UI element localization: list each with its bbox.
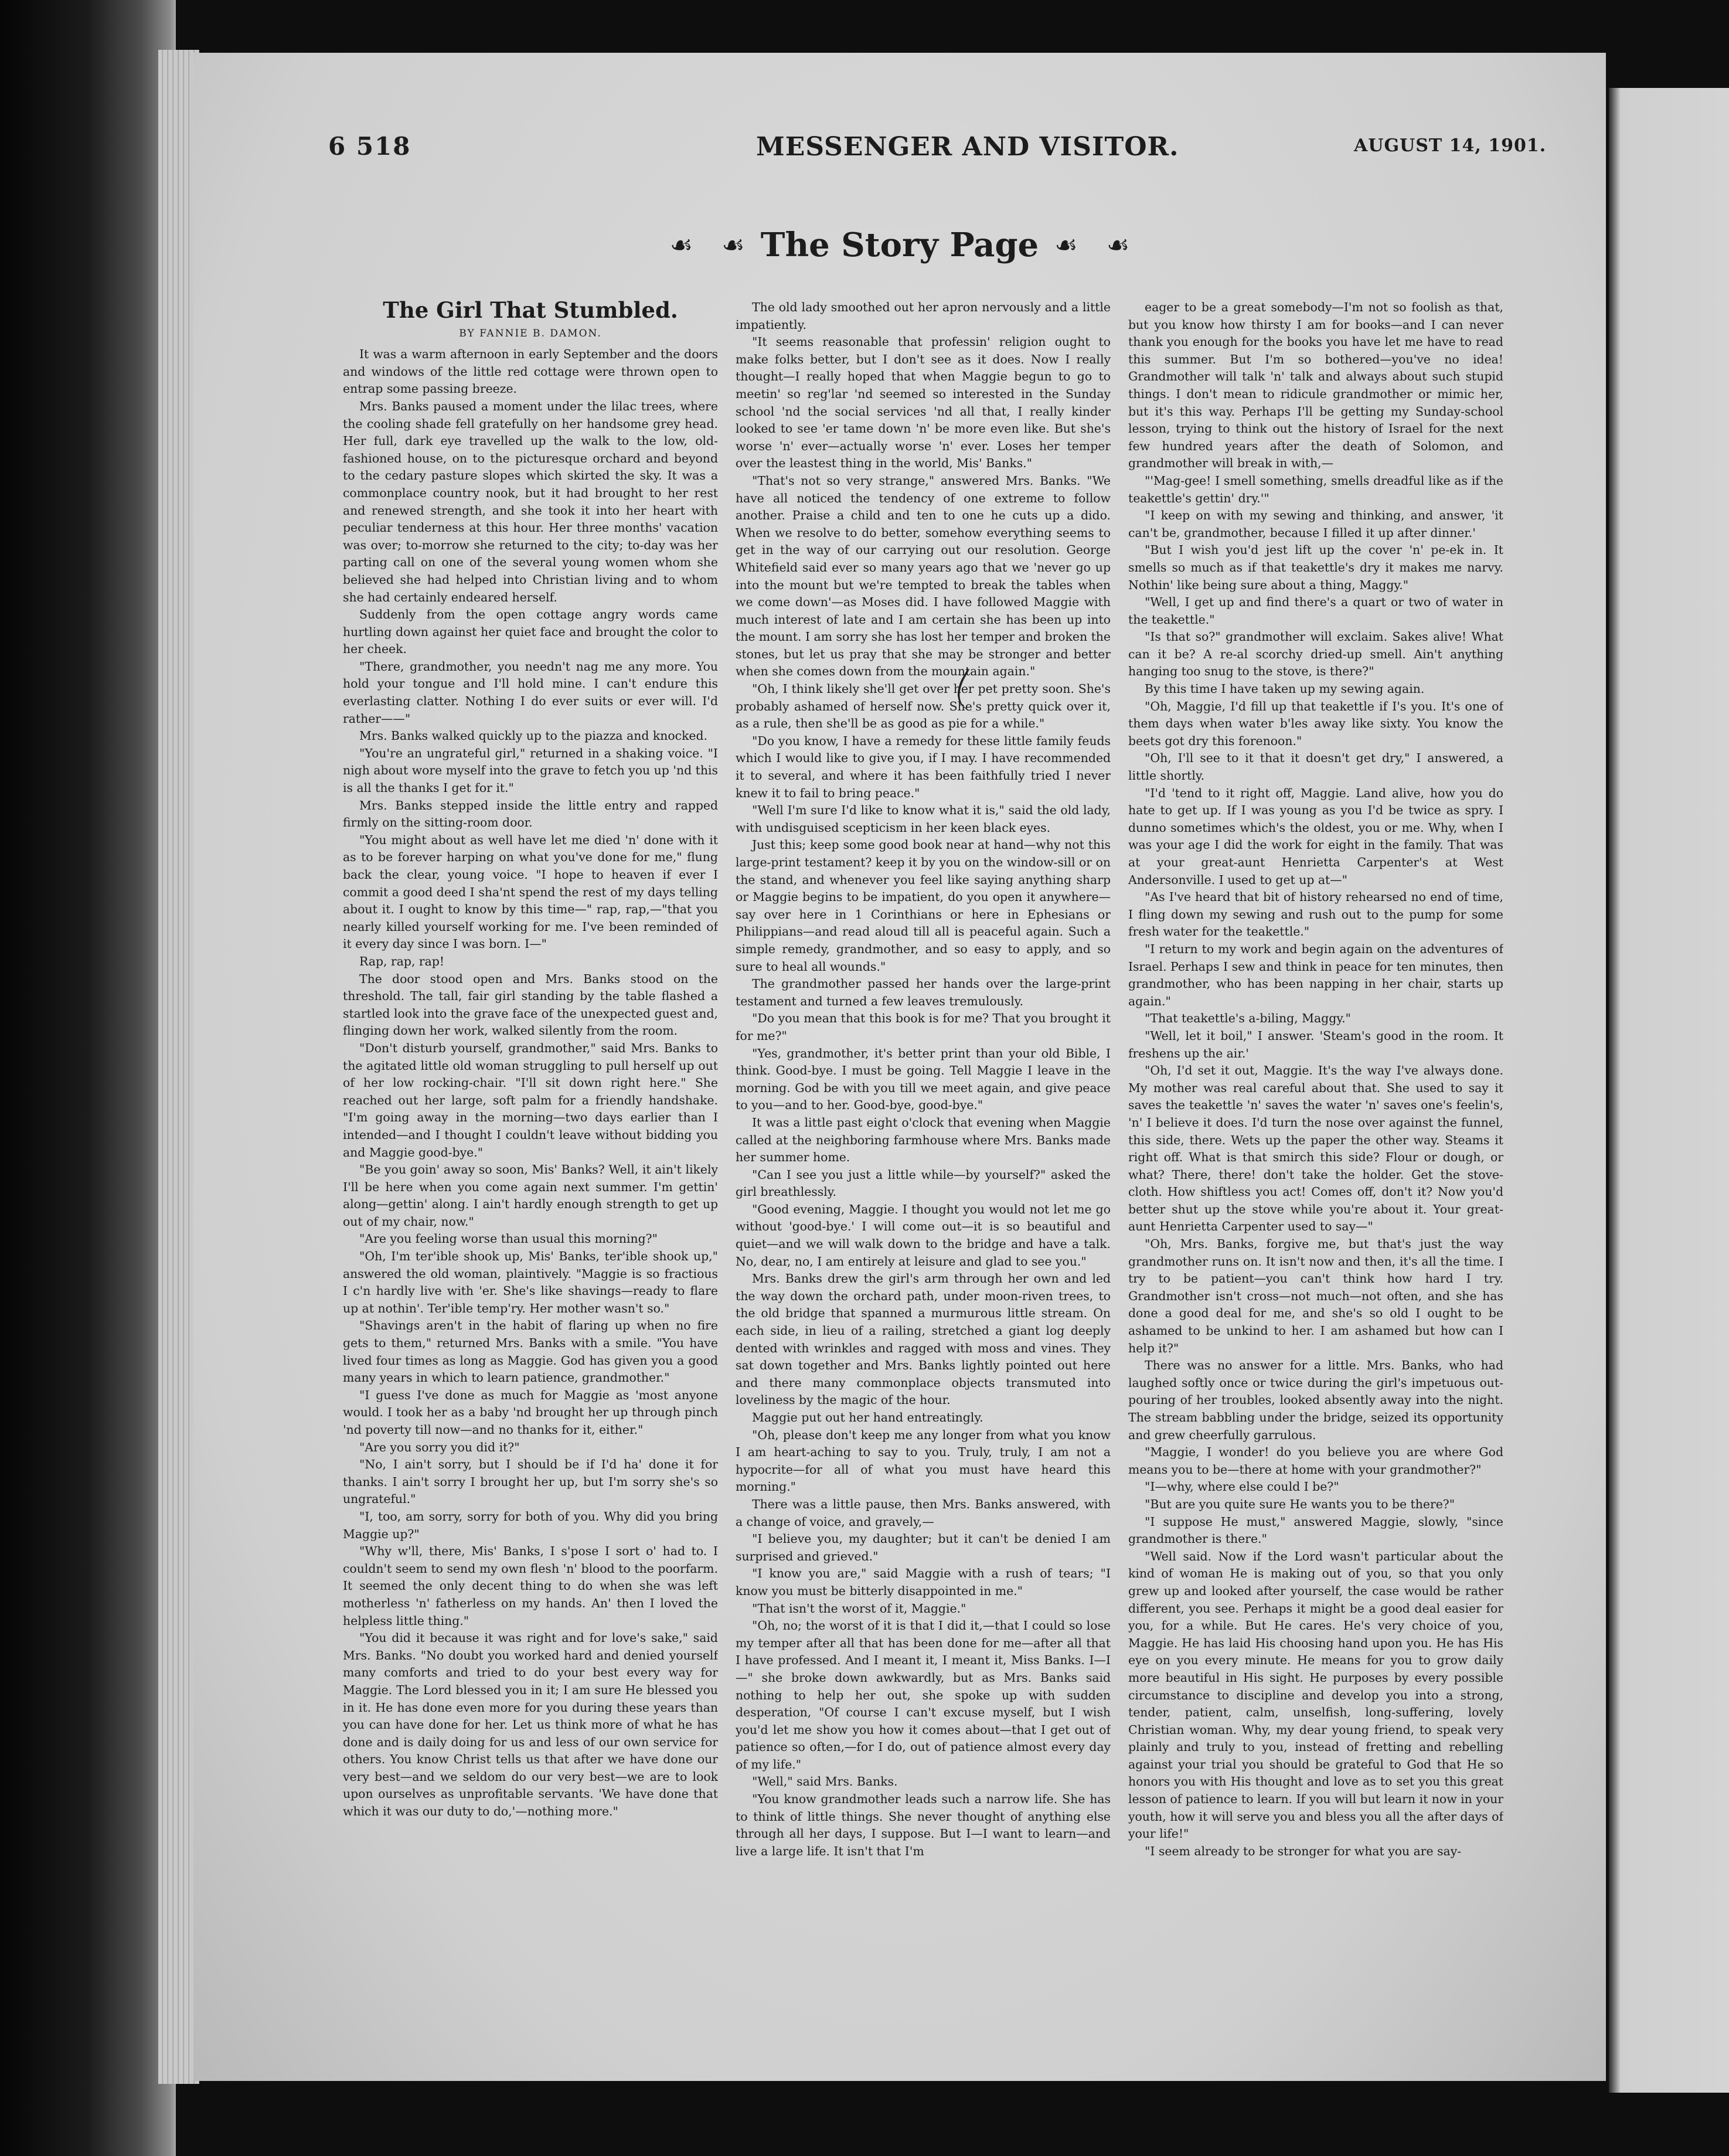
paragraph: "Well I'm sure I'd like to know what it is," said the old lady, with undisguised scepticism in her keen black eyes.: [736, 803, 1111, 835]
paragraph: "It seems reasonable that professin' religion ought to make folks better, but I don't see as it does. Now I really thought—I really hoped that when Maggie begun to go to meetin' so reg'lar 'nd seemed so interested in the Sunday school 'nd the social services 'nd all that, I really kinder looked to see 'er tame down 'n' be more even like. But she's worse 'n' ever—actually worse 'n' ever. Loses her temper over the leastest thing in the world, Mis' Banks.": [736, 335, 1111, 471]
paragraph: "Do you know, I have a remedy for these little family feuds which I would like to give you, if I may. I have recommended it to several, and where it has been faithfully tried I never knew it to fail to bring peace.": [736, 733, 1111, 800]
issue-date: AUGUST 14, 1901.: [1354, 135, 1547, 156]
paragraph: "No, I ain't sorry, but I should be if I'd ha' done it for thanks. I ain't sorry I brought her up, but I'm sorry she's so ungrateful.": [343, 1457, 718, 1507]
paragraph: "Why w'll, there, Mis' Banks, I s'pose I sort o' had to. I couldn't seem to send my own flesh 'n' blood to the poorfarm. It seemed the only decent thing to do when she was left motherless 'n' fatherless on my hands. An' then I loved the helpless little thing.": [343, 1544, 718, 1628]
paragraph: Mrs. Banks drew the girl's arm through her own and led the way down the orchard path, under moon-riven trees, to the old bridge that spanned a murmurous little stream. On each side, in lieu of a railing, stretched a giant log deeply dented with wrinkles and ragged with moss and vines. They sat down together and Mrs. Banks lightly pointed out here and there many commonplace objects transmuted into loveliness by the magic of the hour.: [736, 1271, 1111, 1407]
paragraph: Maggie put out her hand entreatingly.: [752, 1410, 983, 1424]
paragraph: eager to be a great somebody—I'm not so foolish as that, but you know how thirsty I am for books—and I can never thank you enough for the books you have let me have to read this summer. But I'm so bothered—you've no idea! Grandmother will talk 'n' talk and always about such stupid things. I don't mean to ridicule grandmother or mimic her, but it's this way. Perhaps I'll be getting my Sunday-school lesson, trying to think out the history of Israel for the next few hundred years after the death of Solomon, and grandmother will break in with,—: [1128, 300, 1503, 471]
paragraph: "You know grandmother leads such a narrow life. She has to think of little things. She never thought of anything else through all her days, I suppose. But I—I want to learn—and live a large life. It isn't that I'm: [736, 1792, 1111, 1858]
paragraph: "Are you feeling worse than usual this morning?": [359, 1232, 658, 1246]
story-title: The Girl That Stumbled.: [383, 299, 678, 323]
paper-name: MESSENGER AND VISITOR.: [756, 132, 1179, 162]
paragraph: Suddenly from the open cottage angry words came hurtling down against her quiet face and brought the color to her cheek.: [343, 607, 718, 657]
paragraph: Mrs. Banks paused a moment under the lilac trees, where the cooling shade fell gratefully on her handsome grey head. Her full, dark eye travelled up the walk to the low, old-fashioned house, on to the picturesque orchard and beyond to the cedary pasture slopes which skirted the sky. It was a commonplace country nook, but it had brought to her rest and renewed strength, and she took it into her heart with peculiar tenderness at this hour. Her three months' vacation was over; to-morrow she returned to the city; to-day was her parting call on one of the several young women whom she believed she had helped into Christian living and to whom she had certainly endeared herself.: [343, 399, 718, 604]
paragraph: "I believe you, my daughter; but it can't be denied I am surprised and grieved.": [736, 1532, 1111, 1563]
paragraph: It was a little past eight o'clock that evening when Maggie called at the neighboring farmhouse where Mrs. Banks made her summer home.: [736, 1115, 1111, 1165]
paragraph: "That isn't the worst of it, Maggie.": [752, 1601, 966, 1616]
paragraph: "That's not so very strange," answered Mrs. Banks. "We have all noticed the tendency of one extreme to follow another. Praise a child and ten to one he cuts up a dido. When we resolve to do better, somehow everything seems to get in the way of our carrying out our resolution. George Whitefield said ever so many years ago that we 'never go up into the mount but we're tempted to break the tables when we come down'—as Moses did. I have followed Maggie with much interest of late and I am certain she has been up into the mount. I am sorry she has lost her temper and broken the stones, but let us pray that she may be stronger and better when she comes down from the mountain again.": [736, 473, 1111, 679]
paragraph: "Do you mean that this book is for me? That you brought it for me?": [736, 1011, 1111, 1043]
paragraph: "I suppose He must," answered Maggie, slowly, "since grandmother is there.": [1128, 1514, 1503, 1546]
paragraph: "Well said. Now if the Lord wasn't particular about the kind of woman He is making out of you, so that you only grew up and looked after yourself, the case would be rather different, you see. Perhaps it might be a good deal easier for you, for a while. But He cares. He's very choice of you, Maggie. He has laid His choosing hand upon you. He has His eye on you every minute. He means for you to grow daily more beautiful in His sight. He purposes by every possible circumstance to discipline and develop you into a strong, tender, patient, calm, unselfish, long-suffering, lovely Christian woman. Why, my dear young friend, to speak very plainly and truly to you, instead of fretting and rebelling against your trial you should be grateful to God that He so honors you with His thought and love as to set you this great lesson of patience to learn. If you will but learn it now in your youth, how it will serve you and bless you all the after days of your life!": [1128, 1549, 1503, 1841]
column-1-body: [343, 346, 718, 1820]
paragraph: "Well, I get up and find there's a quart or two of water in the teakettle.": [1128, 595, 1503, 627]
column-2: [736, 299, 1111, 2034]
binding-shadow: [0, 0, 176, 2156]
paragraph: "Don't disturb yourself, grandmother," said Mrs. Banks to the agitated little old woman struggling to pull herself up out of her low rocking-chair. "I'll sit down right here." She reached out her large, soft palm for a friendly handshake. "I'm going away in the morning—two days earlier than I intended—and I thought I couldn't leave without bidding you and Maggie good-bye.": [343, 1040, 718, 1159]
column-1: [343, 299, 718, 2034]
paragraph: "But I wish you'd jest lift up the cover 'n' pe-ek in. It smells so much as if that teakettle's dry it makes me narvy. Nothin' like being sure about a thing, Maggy.": [1128, 543, 1503, 592]
left-leaf-ornament-icon-2: ☙: [721, 230, 745, 260]
page-header: [193, 132, 1606, 167]
story-byline: BY FANNIE B. DAMON.: [459, 327, 602, 339]
paragraph: "I return to my work and begin again on the adventures of Israel. Perhaps I sew and think in peace for ten minutes, then grandmother, who has been napping in her chair, starts up again.": [1128, 941, 1503, 1008]
paragraph: "I seem already to be stronger for what you are say-: [1145, 1844, 1462, 1858]
paragraph: "As I've heard that bit of history rehearsed no end of time, I fling down my sewing and rush out to the pump for some fresh water for the teakettle.": [1128, 890, 1503, 939]
paragraph: "I—why, where else could I be?": [1145, 1480, 1339, 1494]
paragraph: "Well," said Mrs. Banks.: [752, 1774, 898, 1789]
paragraph: Rap, rap, rap!: [359, 954, 445, 968]
paragraph: The door stood open and Mrs. Banks stood on the threshold. The tall, fair girl standing by the table flashed a startled look into the grave face of the unexpected guest and, flinging down her work, walked silently from the room.: [343, 971, 718, 1038]
paragraph: "Oh, I'd set it out, Maggie. It's the way I've always done. My mother was real careful about that. She used to say it saves the teakettle 'n' saves the water 'n' saves one's feelin's, 'n' I believe it does. I'd turn the nose over against the funnel, this side, there. Wets up the paper the other way. Steams it right off. What is that smirch this side? Flour or dough, or what? There, there! don't take the holder. Get the stove-cloth. How shiftless you act! Comes off, don't it? Now you'd better shut up the stove while you're about it. Your great-aunt Henrietta Carpenter used to say—": [1128, 1063, 1503, 1234]
paragraph: There was a little pause, then Mrs. Banks answered, with a change of voice, and gravely,—: [736, 1497, 1111, 1529]
paragraph: "'Mag-gee! I smell something, smells dreadful like as if the teakettle's gettin' dry.'": [1128, 473, 1503, 505]
left-leaf-ornament-icon: ☙: [669, 230, 693, 260]
paragraph: "Well, let it boil," I answer. 'Steam's good in the room. It freshens up the air.': [1128, 1028, 1503, 1060]
paragraph: "Be you goin' away so soon, Mis' Banks? Well, it ain't likely I'll be here when you come again next summer. I'm gettin' along—gettin' along. I ain't hardly enough strength to get up out of my chair, now.": [343, 1162, 718, 1229]
adjacent-page-strip: [1609, 88, 1729, 2093]
paragraph: "Oh, I think likely she'll get over her pet pretty soon. She's probably ashamed of herself now. She's pretty quick over it, as a rule, then she'll be as good as pie for a while.": [736, 682, 1111, 731]
paragraph: By this time I have taken up my sewing again.: [1145, 682, 1425, 696]
newspaper-page: [193, 53, 1606, 2081]
paragraph: The grandmother passed her hands over the large-print testament and turned a few leaves tremulously.: [736, 977, 1111, 1008]
paragraph: "You did it because it was right and for love's sake," said Mrs. Banks. "No doubt you worked hard and denied yourself many comforts and tried to do your best every way for Maggie. The Lord blessed you in it; I am sure He blessed you in it. He has done even more for you during these years than you can have done for her. Let us think more of what he has done and is daily doing for us and less of our own service for others. You know Christ tells us that after we have done our very best—and we seldom do our very best—we are to look upon ourselves as unprofitable servants. 'We have done that which it was our duty to do,'—nothing more.": [343, 1631, 718, 1819]
paragraph: "Is that so?" grandmother will exclaim. Sakes alive! What can it be? A re-al scorchy dried-up smell. Ain't anything hanging too snug to the stove, is there?": [1128, 630, 1503, 679]
paragraph: "I keep on with my sewing and thinking, and answer, 'it can't be, grandmother, because I filled it up after dinner.': [1128, 508, 1503, 540]
section-heading: [193, 226, 1606, 264]
paragraph: "Yes, grandmother, it's better print than your old Bible, I think. Good-bye. I must be going. Tell Maggie I leave in the morning. God be with you till we meet again, and give peace to you—and to her. Good-bye, good-bye.": [736, 1046, 1111, 1113]
right-leaf-ornament-icon-2: ☙: [1106, 230, 1130, 260]
paragraph: "I guess I've done as much for Maggie as 'most anyone would. I took her as a baby 'nd brought her up through pinch 'nd poverty till now—and no thanks for it, either.": [343, 1388, 718, 1437]
paragraph: "Are you sorry you did it?": [359, 1440, 520, 1454]
paragraph: "That teakettle's a-biling, Maggy.": [1145, 1011, 1351, 1026]
paragraph: "Oh, Mrs. Banks, forgive me, but that's just the way grandmother runs on. It isn't now and then, it's all the time. I try to be patient—you can't think how hard I try. Grandmother isn't cross—not much—not often, and she has done a good deal for me, and she's so old I ought to be ashamed to be unkind to her. I am ashamed but how can I help it?": [1128, 1237, 1503, 1355]
section-title: The Story Page: [760, 226, 1039, 264]
paragraph: "I know you are," said Maggie with a rush of tears; "I know you must be bitterly disappointed in me.": [736, 1566, 1111, 1598]
column-2-body: [736, 299, 1111, 1860]
paragraph: "But are you quite sure He wants you to be there?": [1145, 1497, 1455, 1511]
paragraph: "Good evening, Maggie. I thought you would not let me go without 'good-bye.' I will come out—it is so beautiful and quiet—and we will walk down to the bridge and have a talk. No, dear, no, I am entirely at leisure and glad to see you.": [736, 1202, 1111, 1269]
paragraph: "Oh, I'm ter'ible shook up, Mis' Banks, ter'ible shook up," answered the old woman, plaintively. "Maggie is so fractious I c'n hardly live with 'er. She's like shavings—ready to flare up at nothin'. Ter'ible temp'ry. Her mother wasn't so.": [343, 1249, 718, 1315]
paragraph: The old lady smoothed out her apron nervously and a little impatiently.: [736, 300, 1111, 332]
paragraph: "I, too, am sorry, sorry for both of you. Why did you bring Maggie up?": [343, 1509, 718, 1541]
paragraph: Mrs. Banks walked quickly up to the piazza and knocked.: [359, 729, 708, 743]
paragraph: Just this; keep some good book near at hand—why not this large-print testament? keep it by you on the window-sill or on the stand, and whenever you feel like saying anything sharp or Maggie begins to be impatient, do you open it anywhere—say over here in 1 Corinthians or here in Ephesians or Philippians—and read aloud till all is peaceful again. Such a simple remedy, grandmother, and so easy to apply, and so sure to heal all wounds.": [736, 838, 1111, 974]
paragraph: "Oh, Maggie, I'd fill up that teakettle if I's you. It's one of them days when water b'les away like sixty. You know the beets got dry this forenoon.": [1128, 699, 1503, 748]
paragraph: "You might about as well have let me died 'n' done with it as to be forever harping on what you've done for me," flung back the clear, young voice. "I hope to heaven if ever I commit a good deed I sha'nt spend the rest of my days telling about it. I ought to know by this time—" rap, rap,—"that you nearly killed yourself working for me. I've been reminded of it every day since I was born. I—": [343, 832, 718, 951]
paragraph: "Can I see you just a little while—by yourself?" asked the girl breathlessly.: [736, 1167, 1111, 1199]
paragraph: It was a warm afternoon in early September and the doors and windows of the little red cottage were thrown open to entrap some passing breeze.: [343, 347, 718, 396]
page-number: 6 518: [328, 132, 411, 161]
paragraph: "Oh, no; the worst of it is that I did it,—that I could so lose my temper after all that has been done for me—after all that I have professed. And I meant it, I meant it, Miss Banks. I—I—" she broke down awkwardly, but as Mrs. Banks said nothing to help her out, she spoke up with sudden desperation, "Of course I can't excuse myself, but I wish you'd let me show you how it comes about—that I get out of patience so often,—for I do, out of patience almost every day of my life.": [736, 1618, 1111, 1771]
paragraph: "There, grandmother, you needn't nag me any more. You hold your tongue and I'll hold mine. I can't endure this everlasting clatter. Nothing I do ever suits or ever will. I'd rather——": [343, 659, 718, 726]
paragraph: "You're an ungrateful girl," returned in a shaking voice. "I nigh about wore myself into the grave to fetch you up 'nd this is all the thanks I get for it.": [343, 746, 718, 795]
paragraph: "Shavings aren't in the habit of flaring up when no fire gets to them," returned Mrs. Banks with a smile. "You have lived four times as long as Maggie. God has given you a good many years in which to learn patience, grandmother.": [343, 1318, 718, 1385]
column-3-body: [1128, 299, 1503, 1860]
paragraph: "I'd 'tend to it right off, Maggie. Land alive, how you do hate to get up. If I was young as you I'd be twice as spry. I dunno sometimes which's the oldest, you or me. Why, when I was your age I did the work for eight in the family. That was at your great-aunt Henrietta Carpenter's at West Andersonville. I used to get up at—": [1128, 785, 1503, 887]
paragraph: Mrs. Banks stepped inside the little entry and rapped firmly on the sitting-room door.: [343, 798, 718, 830]
paragraph: There was no answer for a little. Mrs. Banks, who had laughed softly once or twice during the girl's impetuous out-pouring of her troubles, looked absently away into the night. The stream babbling under the bridge, seized its opportunity and grew cheerfully garrulous.: [1128, 1358, 1503, 1442]
paragraph: "Oh, I'll see to it that it doesn't get dry," I answered, a little shortly.: [1128, 751, 1503, 783]
paragraph: "Maggie, I wonder! do you believe you are where God means you to be—there at home with your grandmother?": [1128, 1445, 1503, 1477]
paragraph: "Oh, please don't keep me any longer from what you know I am heart-aching to say to you. Truly, truly, I am not a hypocrite—for all of what you must have heard this morning.": [736, 1427, 1111, 1494]
right-leaf-ornament-icon: ☙: [1054, 230, 1078, 260]
column-3: [1128, 299, 1503, 2034]
